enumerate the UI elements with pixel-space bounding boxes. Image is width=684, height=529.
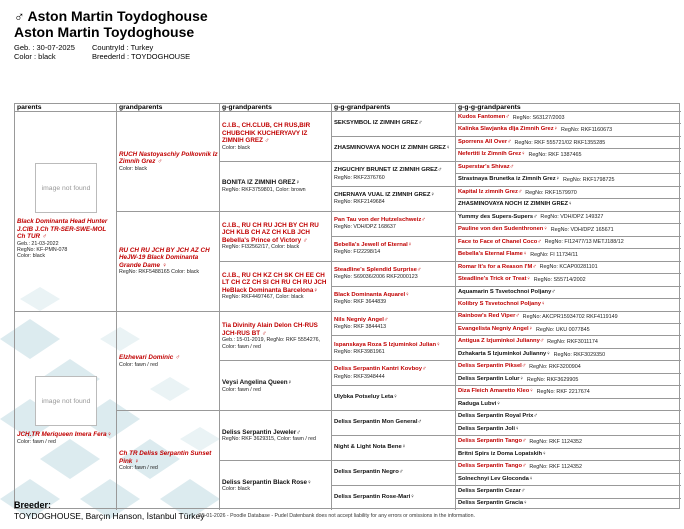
dog-info: RegNo: RKF4497467, Color: black xyxy=(222,294,304,301)
dog-info: RegNo: RKF 3844413 xyxy=(334,324,387,331)
dog-info: RegNo: RKF3629905 xyxy=(526,376,579,383)
column-header: g-grandparents xyxy=(220,104,331,112)
dog-name-link[interactable]: Romar It's for a Reason I'M♂ xyxy=(458,263,537,270)
dog-name-link[interactable]: ZHASMINOVAYA NOCH IZ ZIMNIH GREZ♀ xyxy=(458,201,573,208)
dog-info: RegNo: RKF1798725 xyxy=(562,177,615,184)
dog-name-link[interactable]: JCH.TR Meriqueen Imera Fera♀ xyxy=(17,431,112,439)
g-grandparents-column xyxy=(219,104,331,510)
dog-name-link[interactable]: ZHGUCHIY BRUNET IZ ZIMNIH GREZ♂ xyxy=(334,166,443,173)
dog-name-link[interactable]: Tia Divinity Alain Delon CH-RUS JCH-RUS BT ♂ xyxy=(222,322,318,337)
dog-info: RegNo: RKF2376760 xyxy=(334,174,385,181)
dog-name-link[interactable]: Deliss Serpantin Gracia♀ xyxy=(458,500,528,507)
dog-name-link[interactable]: RU CH RU JCH BY JCH AZ CH HeJW-19 Black Dominanta Grande Dame ♀ xyxy=(119,246,210,269)
ggg-grandparent-cell xyxy=(456,499,681,510)
column-header: parents xyxy=(15,104,116,112)
g-grandparent-cell xyxy=(220,312,331,362)
dog-info: RegNo: S55714/2002 xyxy=(533,276,586,283)
dog-info: RegNo: RKF2149684 xyxy=(334,199,385,206)
ggg-grandparent-cell xyxy=(456,399,681,411)
ggg-grandparent-cell xyxy=(456,361,681,373)
dog-info: RegNo: FI22298/14 xyxy=(334,249,381,256)
dog-name-link[interactable]: Kapital Iz zimnih Grez♂ xyxy=(458,188,523,195)
gg-grandparent-cell xyxy=(332,262,455,287)
dog-info: RegNo: FI 11734/11 xyxy=(530,251,578,258)
dog-info: RegNo: KCAP00281101 xyxy=(539,264,598,271)
ggg-grandparent-cell xyxy=(456,299,681,311)
footer xyxy=(14,500,205,521)
ggg-grandparent-cell xyxy=(456,386,681,398)
dog-name-link[interactable]: Deliss Serpantin Lolur♀ xyxy=(458,375,524,382)
dog-info: RegNo: RKF3029350 xyxy=(553,351,606,358)
grandparent-cell xyxy=(117,212,219,312)
gg-grandparent-cell xyxy=(332,187,455,212)
dog-name-link[interactable]: Deliss Serpantin Kantri Kovboy♂ xyxy=(334,366,427,373)
dog-info: RegNo: RKF 2217674 xyxy=(536,389,590,396)
dog-info: RegNo: RKF3011174 xyxy=(547,339,598,346)
breeder-id: BreederId : TOYDOGHOUSE xyxy=(92,52,191,61)
dog-name-link[interactable]: Dzhakarta S Izjuminkoi Julianny♀ xyxy=(458,350,551,357)
ggg-grandparent-cell xyxy=(456,474,681,486)
g-grandparent-cell xyxy=(220,212,331,262)
ggg-grandparent-cell xyxy=(456,162,681,174)
ggg-grandparent-cell xyxy=(456,274,681,286)
ggg-grandparent-cell xyxy=(456,174,681,186)
dog-info: RegNo: RKF3948444 xyxy=(334,374,385,381)
dog-info-row-1 xyxy=(14,43,208,52)
gg-grandparent-cell xyxy=(332,312,455,337)
dog-info: RegNo: RKF 1387465 xyxy=(528,152,582,159)
dog-info: Color: fawn / red xyxy=(119,361,158,368)
dog-name-link[interactable]: Bebella's Jewell of Eternal♀ xyxy=(334,241,413,248)
ggg-grandparent-cell xyxy=(456,212,681,224)
dog-name-link[interactable]: RUCH Nastoyaschiy Polkovnik Iz Zimnih Grez ♂ xyxy=(119,150,218,166)
ggg-grandparent-cell xyxy=(456,324,681,336)
ggg-grandparent-cell xyxy=(456,374,681,386)
dog-info-row-2 xyxy=(14,52,208,61)
dog-name-link[interactable]: Deliss Serpantin Royal Prix♂ xyxy=(458,413,538,420)
grandparent-cell xyxy=(117,411,219,510)
ggg-grandparent-cell xyxy=(456,287,681,299)
ggg-grandparent-cell xyxy=(456,336,681,348)
dog-info: RegNo: RKF 555721/02 RKF1355285 xyxy=(514,139,606,146)
ggg-grandparent-cell xyxy=(456,436,681,448)
ggg-grandparent-cell xyxy=(456,349,681,361)
dog-info: RegNo: VDH/DPZ 165671 xyxy=(550,226,614,233)
dog-name: Aston Martin Toydoghouse xyxy=(27,8,208,24)
dog-name-link[interactable]: Steadline's Splendid Surprise♂ xyxy=(334,266,422,273)
column-header: grandparents xyxy=(117,104,219,112)
dog-name-link[interactable]: Kudos Fantomen♂ xyxy=(458,113,510,120)
dog-name-link[interactable]: Nefertiti Iz Zimnih Grez♀ xyxy=(458,151,526,158)
country-id: CountryId : Turkey xyxy=(92,43,154,52)
dog-info: RegNo: FI32562/17, Color: black xyxy=(222,244,300,251)
gg-grandparent-cell xyxy=(332,461,455,486)
dog-name-link[interactable]: Deliss Serpantin Tango♂ xyxy=(458,463,527,470)
dog-name-link[interactable]: Raduga Lubvi♀ xyxy=(458,400,501,407)
dog-info: RegNo: AKCPR15934702 RKF4119149 xyxy=(522,314,618,321)
dog-name-link[interactable]: Face to Face of Chanel Coco♂ xyxy=(458,238,542,245)
dog-info: RegNo: RKF5488165 Color: black xyxy=(119,269,200,276)
dog-info: Color: black xyxy=(17,253,45,260)
dog-info: RegNo: VDH/DPZ 149327 xyxy=(540,214,604,221)
pedigree-table xyxy=(14,103,680,509)
ggg-grandparent-cell xyxy=(456,312,681,324)
ggg-grandparent-cell xyxy=(456,137,681,149)
dog-info: RegNo: RKF 1124352 xyxy=(529,438,582,445)
parents-column xyxy=(15,104,116,510)
gg-grandparent-cell xyxy=(332,386,455,411)
dog-color: Color : black xyxy=(14,52,56,61)
dog-name-link[interactable]: Veysi Angelina Queen♀ xyxy=(222,378,293,386)
dog-name-link[interactable]: Diza Fleich Amaretto Kleo♀ xyxy=(458,388,534,395)
dog-name-link[interactable]: Deliss Serpantin Joli♀ xyxy=(458,425,520,432)
parent-cell xyxy=(15,312,116,511)
gg-grandparent-cell xyxy=(332,212,455,237)
dog-info: Color: black xyxy=(119,165,147,172)
dog-name-link[interactable]: Deliss Serpantin Mon General♂ xyxy=(334,419,422,426)
ggg-grandparent-cell xyxy=(456,486,681,498)
g-grandparent-cell xyxy=(220,461,331,510)
column-header: g-g-grandparents xyxy=(332,104,455,112)
dog-name-link[interactable]: Yummy des Supers-Supers♂ xyxy=(458,213,538,220)
ggg-grandparents-column xyxy=(455,104,681,510)
gg-grandparent-cell xyxy=(332,411,455,436)
g-grandparent-cell xyxy=(220,361,331,411)
breeder-label: Breeder: xyxy=(14,500,52,510)
dog-name-link[interactable]: Rainbow's Red Viper♂ xyxy=(458,313,520,320)
gg-grandparent-cell xyxy=(332,112,455,137)
dog-name-link[interactable]: SEKSYMBOL IZ ZIMNIH GREZ♂ xyxy=(334,120,423,127)
dog-info: RegNo: RKF3981961 xyxy=(334,349,385,356)
dog-name-link[interactable]: C.I.B., CH.CLUB, CH RUS,BIR CHUBCHIK KUCHERYAVY IZ ZIMNIH GREZ ♂ xyxy=(222,121,311,145)
dog-info: RegNo: RKF 3644839 xyxy=(334,299,387,306)
dog-name-link[interactable]: Kolibry S Tsvetochnoi Poljany♀ xyxy=(458,300,546,307)
gg-grandparent-cell xyxy=(332,287,455,312)
dog-name-link[interactable]: Steadline's Trick or Treat♀ xyxy=(458,276,531,283)
dog-name-link[interactable]: Deliss Serpantin Jeweler♂ xyxy=(222,428,301,436)
photo-placeholder: image not found xyxy=(35,163,97,213)
g-grandparent-cell xyxy=(220,162,331,212)
dog-info: RegNo: RKF1160673 xyxy=(561,127,613,134)
dog-info: RegNo: FI12477/13 METJ188/12 xyxy=(544,239,624,246)
dog-info: Color: fawn / red xyxy=(222,386,261,393)
dog-info: Color: black xyxy=(222,144,250,151)
dog-info: Geb.: 21-03-2022 xyxy=(17,240,59,247)
dog-name-link[interactable]: ZHASMINOVAYA NOCH IZ ZIMNIH GREZ♀ xyxy=(334,145,451,152)
dog-name-link[interactable]: Deliss Serpantin Black Rose♀ xyxy=(222,478,312,486)
dog-name-link[interactable]: Deliss Serpantin Tango♂ xyxy=(458,438,527,445)
dog-name-link[interactable]: Black Dominanta Head Hunter J.CIB J.Ch TR-SER-SWE-MOL Ch TUR ♂ xyxy=(17,218,108,241)
gg-grandparent-cell xyxy=(332,162,455,187)
dog-info: Geb.: 15-01-2019, RegNo: RKF 5554276, Color: fawn / red xyxy=(222,337,321,350)
g-grandparent-cell xyxy=(220,262,331,312)
pedigree-header xyxy=(14,8,208,61)
dog-name-link[interactable]: C.I.B., RU CH RU JCH BY CH RU JCH KLB CH AZ CH KLB JCH Bebella's Prince of Victory ♂ xyxy=(222,221,319,244)
gg-grandparent-cell xyxy=(332,436,455,461)
birth-date: Geb. : 30-07-2025 xyxy=(14,43,75,52)
dog-name-link[interactable]: Antigua Z Izjuminkoi Julianny♂ xyxy=(458,338,545,345)
ggg-grandparent-cell xyxy=(456,224,681,236)
dog-name-link[interactable]: Solnechnyi Lev Gloconda♀ xyxy=(458,475,534,482)
gg-grandparent-cell xyxy=(332,137,455,162)
dog-name-link[interactable]: Britni Spirs iz Doma Lopatskih♀ xyxy=(458,450,547,457)
ggg-grandparent-cell xyxy=(456,262,681,274)
ggg-grandparent-cell xyxy=(456,149,681,161)
ggg-grandparent-cell xyxy=(456,112,681,124)
gg-grandparent-cell xyxy=(332,336,455,361)
dog-subtitle: Aston Martin Toydoghouse xyxy=(14,24,195,40)
dog-info: Color: black xyxy=(222,486,250,493)
photo-placeholder: image not found xyxy=(35,376,97,426)
dog-name-link[interactable]: Evangelista Negniy Angel♀ xyxy=(458,325,534,332)
dog-info: RegNo: S63127/2003 xyxy=(512,114,565,121)
ggg-grandparent-cell xyxy=(456,449,681,461)
ggg-grandparent-cell xyxy=(456,187,681,199)
dog-name-link[interactable]: C.I.B., RU CH KZ CH SK CH EE CH LT CH CZ CH SI CH RU CH RU JCH HeBlack Dominanta Barcelona♀ xyxy=(222,271,327,294)
dog-info: RegNo: RKF3759801, Color: brown xyxy=(222,187,306,193)
dog-info: RegNo: KF-PMN-078 xyxy=(17,247,68,254)
dog-name-link[interactable]: Pan Tau von der Hutzelschweiz♂ xyxy=(334,216,426,223)
g-grandparent-cell xyxy=(220,112,331,162)
dog-name-link[interactable]: Strastnaya Brunetka iz Zimnih Grez♀ xyxy=(458,176,560,183)
gg-grandparent-cell xyxy=(332,486,455,510)
dog-info: RegNo: RKF1579970 xyxy=(525,189,577,196)
grandparent-cell xyxy=(117,312,219,412)
ggg-grandparent-cell xyxy=(456,124,681,136)
gg-grandparents-column xyxy=(331,104,455,510)
parent-cell xyxy=(15,112,116,312)
male-sex-icon: ♂ xyxy=(14,8,25,24)
dog-name-link[interactable]: Kalinka Slavjanka dlja Zimnih Grez♀ xyxy=(458,126,559,133)
ggg-grandparent-cell xyxy=(456,249,681,261)
dog-name-link[interactable]: Nils Negniy Angel♂ xyxy=(334,316,389,323)
dog-name-link[interactable]: Sporrens All Over♂ xyxy=(458,138,512,145)
dog-name-link[interactable]: Bebella's Eternal Flame♀ xyxy=(458,251,528,258)
dog-name-link[interactable]: Ispanskaya Roza S Izjuminkoi Julian♀ xyxy=(334,341,441,348)
g-grandparent-cell xyxy=(220,411,331,461)
ggg-grandparent-cell xyxy=(456,424,681,436)
ggg-grandparent-cell xyxy=(456,411,681,423)
dog-info: RegNo: RKF3200904 xyxy=(529,364,581,371)
column-header: g-g-g-grandparents xyxy=(456,104,681,112)
dog-info: Color: fawn / red xyxy=(119,465,158,472)
dog-info: Color: fawn / red xyxy=(17,438,56,445)
dog-name-link[interactable]: CHERNAYA VUAL IZ ZIMNIH GREZ♀ xyxy=(334,191,435,198)
dog-name-link[interactable]: Deliss Serpantin Piksel♂ xyxy=(458,363,527,370)
dog-name-link[interactable]: Aquamarin S Tsvetochnoi Poljany♂ xyxy=(458,288,556,295)
gg-grandparent-cell xyxy=(332,237,455,262)
ggg-grandparent-cell xyxy=(456,199,681,211)
dog-name-link[interactable]: Deliss Serpantin Cezar♂ xyxy=(458,488,526,494)
dog-name-link[interactable]: Deliss Serpantin Negro♂ xyxy=(334,469,404,476)
dog-info: RegNo: S69036/2006 RKF2000123 xyxy=(334,274,418,281)
dog-name-link[interactable]: Pauline von den Sudenthronen♀ xyxy=(458,226,548,233)
ggg-grandparent-cell xyxy=(456,237,681,249)
dog-name-link[interactable]: Ulybka Potseluy Leta♀ xyxy=(334,394,398,401)
dog-name-link[interactable]: Black Dominanta Aquarel♀ xyxy=(334,291,410,298)
dog-info: RegNo: RKF 1124352 xyxy=(529,463,582,470)
dog-info: RegNo: VDH/DPZ 168637 xyxy=(334,224,396,231)
disclaimer: ©5-01-2026 - Poodle Database - Pudel Datenbank does not accept liability for any errors or omissions in the information. xyxy=(198,513,475,519)
grandparents-column xyxy=(116,104,219,510)
dog-info: RegNo: UKU 0077845 xyxy=(536,326,590,333)
ggg-grandparent-cell xyxy=(456,461,681,473)
dog-name-link[interactable]: Night & Light Nota Bene♀ xyxy=(334,444,407,451)
dog-title xyxy=(14,8,208,25)
gg-grandparent-cell xyxy=(332,361,455,386)
breeder-name: TOYDOGHOUSE, Barçın Hanson, İstanbul Türkey xyxy=(14,511,205,521)
dog-name-link[interactable]: BONITA IZ ZIMNIH GREZ♀ xyxy=(222,179,301,187)
dog-name-link[interactable]: Deliss Serpantin Rose-Mari♀ xyxy=(334,494,415,501)
grandparent-cell xyxy=(117,112,219,212)
dog-name-link[interactable]: Ch TR Deliss Serpantin Sunset Pink ♀ xyxy=(119,449,212,465)
dog-name-link[interactable]: Superstar's Shivaz♂ xyxy=(458,163,514,170)
dog-info: RegNo: RKF 3629315, Color: fawn / red xyxy=(222,436,316,443)
dog-name-link[interactable]: Elzhevari Dominic ♂ xyxy=(119,353,180,361)
